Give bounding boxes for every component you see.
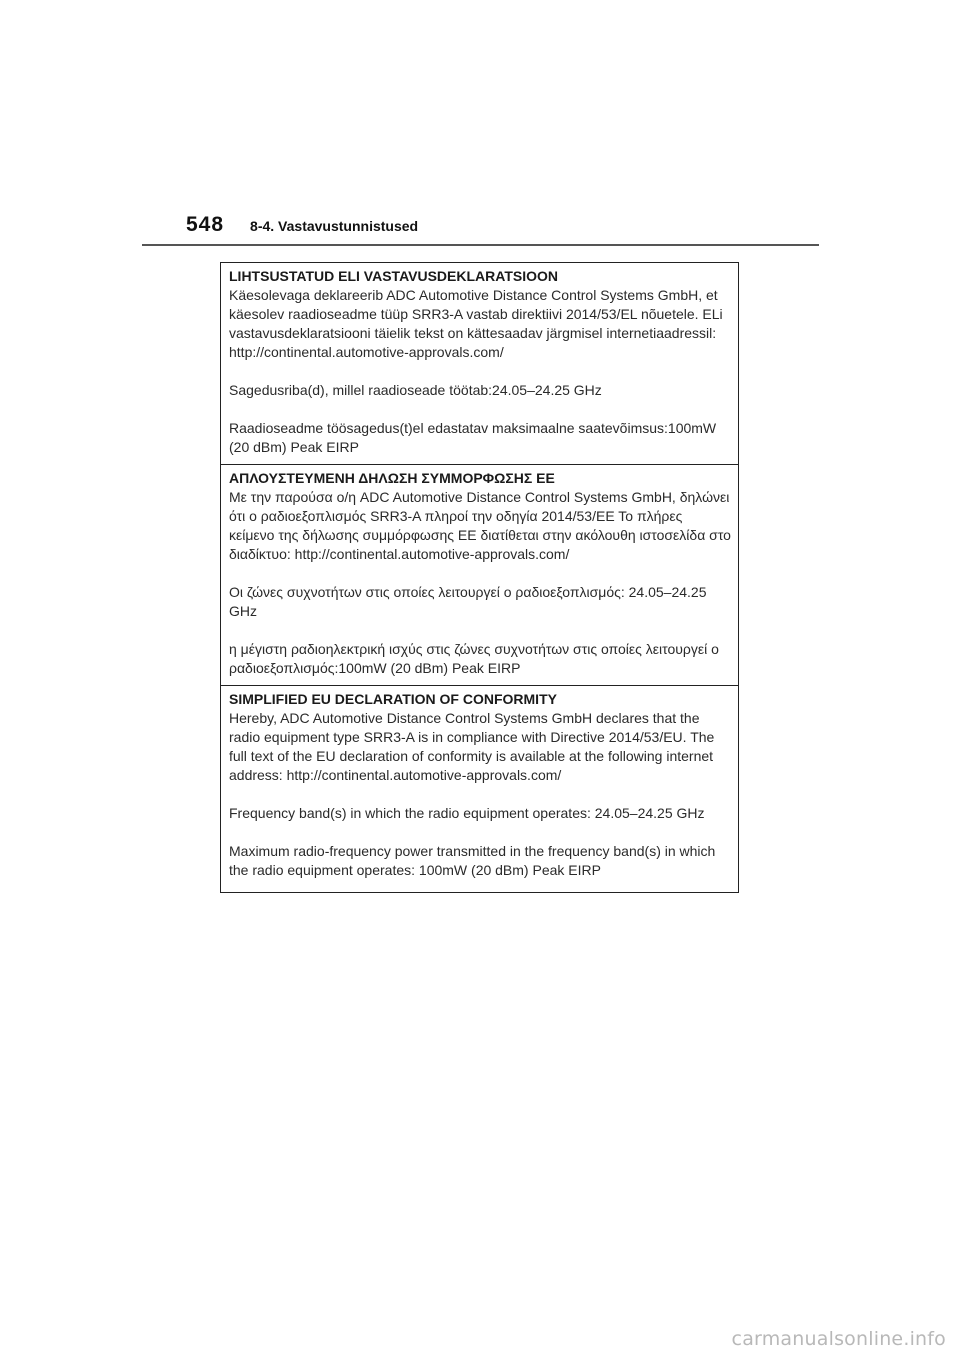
block-paragraph: Οι ζώνες συχνοτήτων στις οποίες λειτουργεί ο ραδιοεξοπλισμός: 24.05–24.25 GHz — [229, 584, 707, 619]
block-title: SIMPLIFIED EU DECLARATION OF CONFORMITY — [229, 691, 557, 707]
block-paragraph: Käesolevaga deklareerib ADC Automotive Distance Control Systems GmbH, et käesolev raadioseadme tüüp SRR3-A vastab direktiivi 2014/53/EL nõuetele. ELi vastavusdeklaratsiooni täielik tekst on kättesaadav järgmisel internetiaadressil: http://continental.automotive-approvals.com/ — [229, 287, 723, 360]
page-header — [186, 213, 418, 243]
block-paragraph: Frequency band(s) in which the radio equipment operates: 24.05–24.25 GHz — [229, 805, 705, 821]
declaration-block-estonian — [221, 263, 738, 465]
block-paragraph: Maximum radio-frequency power transmitted in the frequency band(s) in which the radio equipment operates: 100mW (20 dBm) Peak EIRP — [229, 843, 716, 878]
page-number: 548 — [186, 213, 225, 236]
declaration-box — [220, 262, 739, 893]
block-title: ΑΠΛΟΥΣΤΕΥΜΕΝΗ ΔΗΛΩΣΗ ΣΥΜΜΟΡΦΩΣΗΣ ΕΕ — [229, 470, 555, 486]
block-paragraph: Raadioseadme töösagedus(t)el edastatav maksimaalne saatevõimsus:100mW (20 dBm) Peak EIRP — [229, 420, 717, 455]
block-paragraph: η μέγιστη ραδιοηλεκτρική ισχύς στις ζώνες συχνοτήτων στις οποίες λειτουργεί ο ραδιοεξοπλισμός:100mW (20 dBm) Peak EIRP — [229, 641, 719, 676]
block-title: LIHTSUSTATUD ELI VASTAVUSDEKLARATSIOON — [229, 268, 558, 284]
section-title: 8-4. Vastavustunnistused — [250, 218, 419, 234]
block-paragraph: Με την παρούσα ο/η ADC Automotive Distance Control Systems GmbH, δηλώνει ότι ο ραδιοεξοπλισμός SRR3-A πληροί την οδηγία 2014/53/ΕΕ Το πλήρες κείμενο της δήλωσης συμμόρφωσης ΕΕ διατίθεται στην ακόλουθη ιστοσελίδα στο διαδίκτυο: http://continental.automotive-approvals.com/ — [229, 489, 731, 562]
block-paragraph: Sagedusriba(d), millel raadioseade töötab:24.05–24.25 GHz — [229, 382, 602, 398]
header-rule — [142, 244, 819, 246]
watermark: carmanualsonline.info — [731, 1328, 946, 1350]
block-paragraph: Hereby, ADC Automotive Distance Control Systems GmbH declares that the radio equipment type SRR3-A is in compliance with Directive 2014/53/EU. The full text of the EU declaration of conformity is available at the following internet address: http://continental.automotive-approvals.com/ — [229, 710, 715, 783]
declaration-block-greek — [221, 465, 738, 686]
declaration-block-english — [221, 686, 738, 892]
